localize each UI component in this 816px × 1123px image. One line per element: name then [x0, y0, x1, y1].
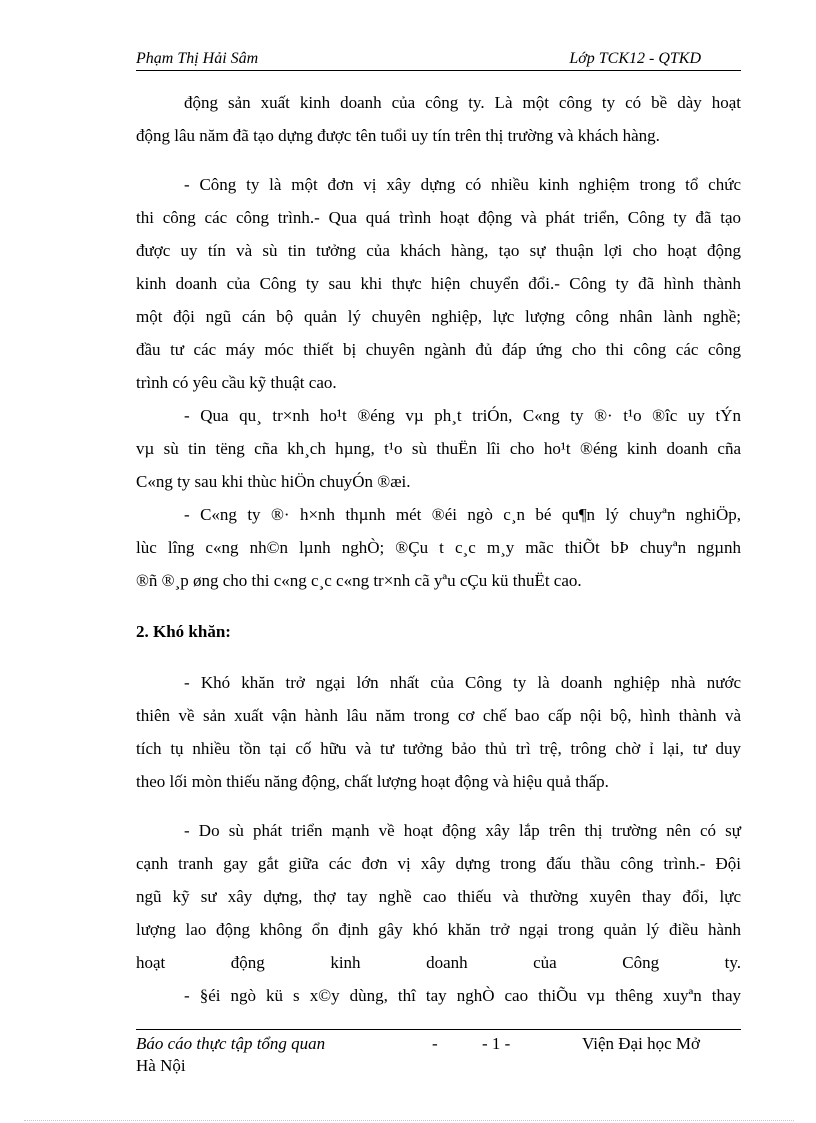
text-line: hoạt động kinh doanh của Công ty.: [136, 953, 741, 972]
text-line: ®ñ ®¸p øng cho thi c«ng c¸c c«ng tr×nh cã yªu cÇu kü thuËt cao.: [136, 571, 582, 590]
text-line: một đội ngũ cán bộ quản lý chuyên nghiệp, lực lượng công nhân lành nghề;: [136, 307, 741, 326]
text-line: - C«ng ty ®· h×nh thµnh mét ®éi ngò c¸n bé qu¶n lý chuyªn nghiÖp,: [184, 505, 741, 524]
text-line: thi công các công trình.- Qua quá trình hoạt động và phát triển, Công ty đã tạo: [136, 208, 741, 227]
text-line: động lâu năm đã tạo dựng được tên tuổi uy tín trên thị trường và khách hàng.: [136, 126, 660, 145]
text-line: lùc lîng c«ng nh©n lµnh nghÒ; ®Çu t c¸c m¸y mãc thiÕt bÞ chuyªn ngµnh: [136, 538, 741, 557]
text-line: - Công ty là một đơn vị xây dựng có nhiều kinh nghiệm trong tổ chức: [184, 175, 741, 194]
text-line: C«ng ty sau khi thùc hiÖn chuyÓn ®æi.: [136, 472, 411, 491]
text-line: thiên về sản xuất vận hành lâu năm trong cơ chế bao cấp nội bộ, hình thành và: [136, 706, 741, 725]
text-line: ngũ kỹ sư xây dựng, thợ tay nghề cao thiếu và thường xuyên thay đổi, lực: [136, 887, 741, 906]
text-line: kinh doanh của Công ty sau khi thực hiện chuyển đổi.- Công ty đã hình thành: [136, 274, 741, 293]
text-line: - Qua qu¸ tr×nh ho¹t ®éng vµ ph¸t triÓn, C«ng ty ®· t¹o ®îc uy tÝn: [184, 406, 741, 425]
footer-institute: Viện Đại học Mở: [582, 1034, 700, 1053]
text-line: được uy tín và sù tin tưởng của khách hàng, tạo sự thuận lợi cho hoạt động: [136, 241, 741, 260]
page-header: [136, 48, 741, 71]
text-line: theo lối mòn thiếu năng động, chất lượng hoạt động và hiệu quả thấp.: [136, 772, 609, 791]
footer-dash: -: [432, 1034, 438, 1053]
text-line: - Do sù phát triển mạnh về hoạt động xây lắp trên thị trường nên có sự: [184, 821, 741, 840]
text-line: - Khó khăn trở ngại lớn nhất của Công ty là doanh nghiệp nhà nước: [184, 673, 741, 692]
text-line: cạnh tranh gay gắt giữa các đơn vị xây dựng trong đấu thầu công trình.- Đội: [136, 854, 741, 873]
text-line: vµ sù tin tëng cña kh¸ch hµng, t¹o sù thuËn lîi cho ho¹t ®éng kinh doanh cña: [136, 439, 741, 458]
header-author: Phạm Thị Hải Sâm: [136, 50, 259, 67]
footer-divider: [136, 1029, 741, 1030]
text-line: động sản xuất kinh doanh của công ty. Là một công ty có bề dày hoạt: [184, 93, 741, 112]
header-class: Lớp TCK12 - QTKD: [569, 50, 701, 67]
text-line: trình có yêu cầu kỹ thuật cao.: [136, 373, 337, 392]
footer-city: Hà Nội: [136, 1056, 186, 1075]
document-body: [136, 86, 741, 1012]
page-number: - 1 -: [482, 1034, 511, 1053]
text-line: tích tụ nhiều tồn tại cố hữu và tư tưởng bảo thủ trì trệ, trông chờ ỉ lại, tư duy: [136, 739, 741, 758]
text-line: đầu tư các máy móc thiết bị chuyên ngành đủ đáp ứng cho thi công các công: [136, 340, 741, 359]
footer-report: Báo cáo thực tập tổng quan: [136, 1034, 326, 1053]
text-line: lượng lao động không ổn định gây khó khăn trở ngại trong quản lý điều hành: [136, 920, 741, 939]
section-heading: 2. Khó khăn:: [136, 622, 231, 641]
page-edge: [24, 1120, 794, 1121]
text-line: - §éi ngò kü s x©y dùng, thî tay nghÒ cao thiÕu vµ thêng xuyªn thay: [184, 986, 741, 1005]
